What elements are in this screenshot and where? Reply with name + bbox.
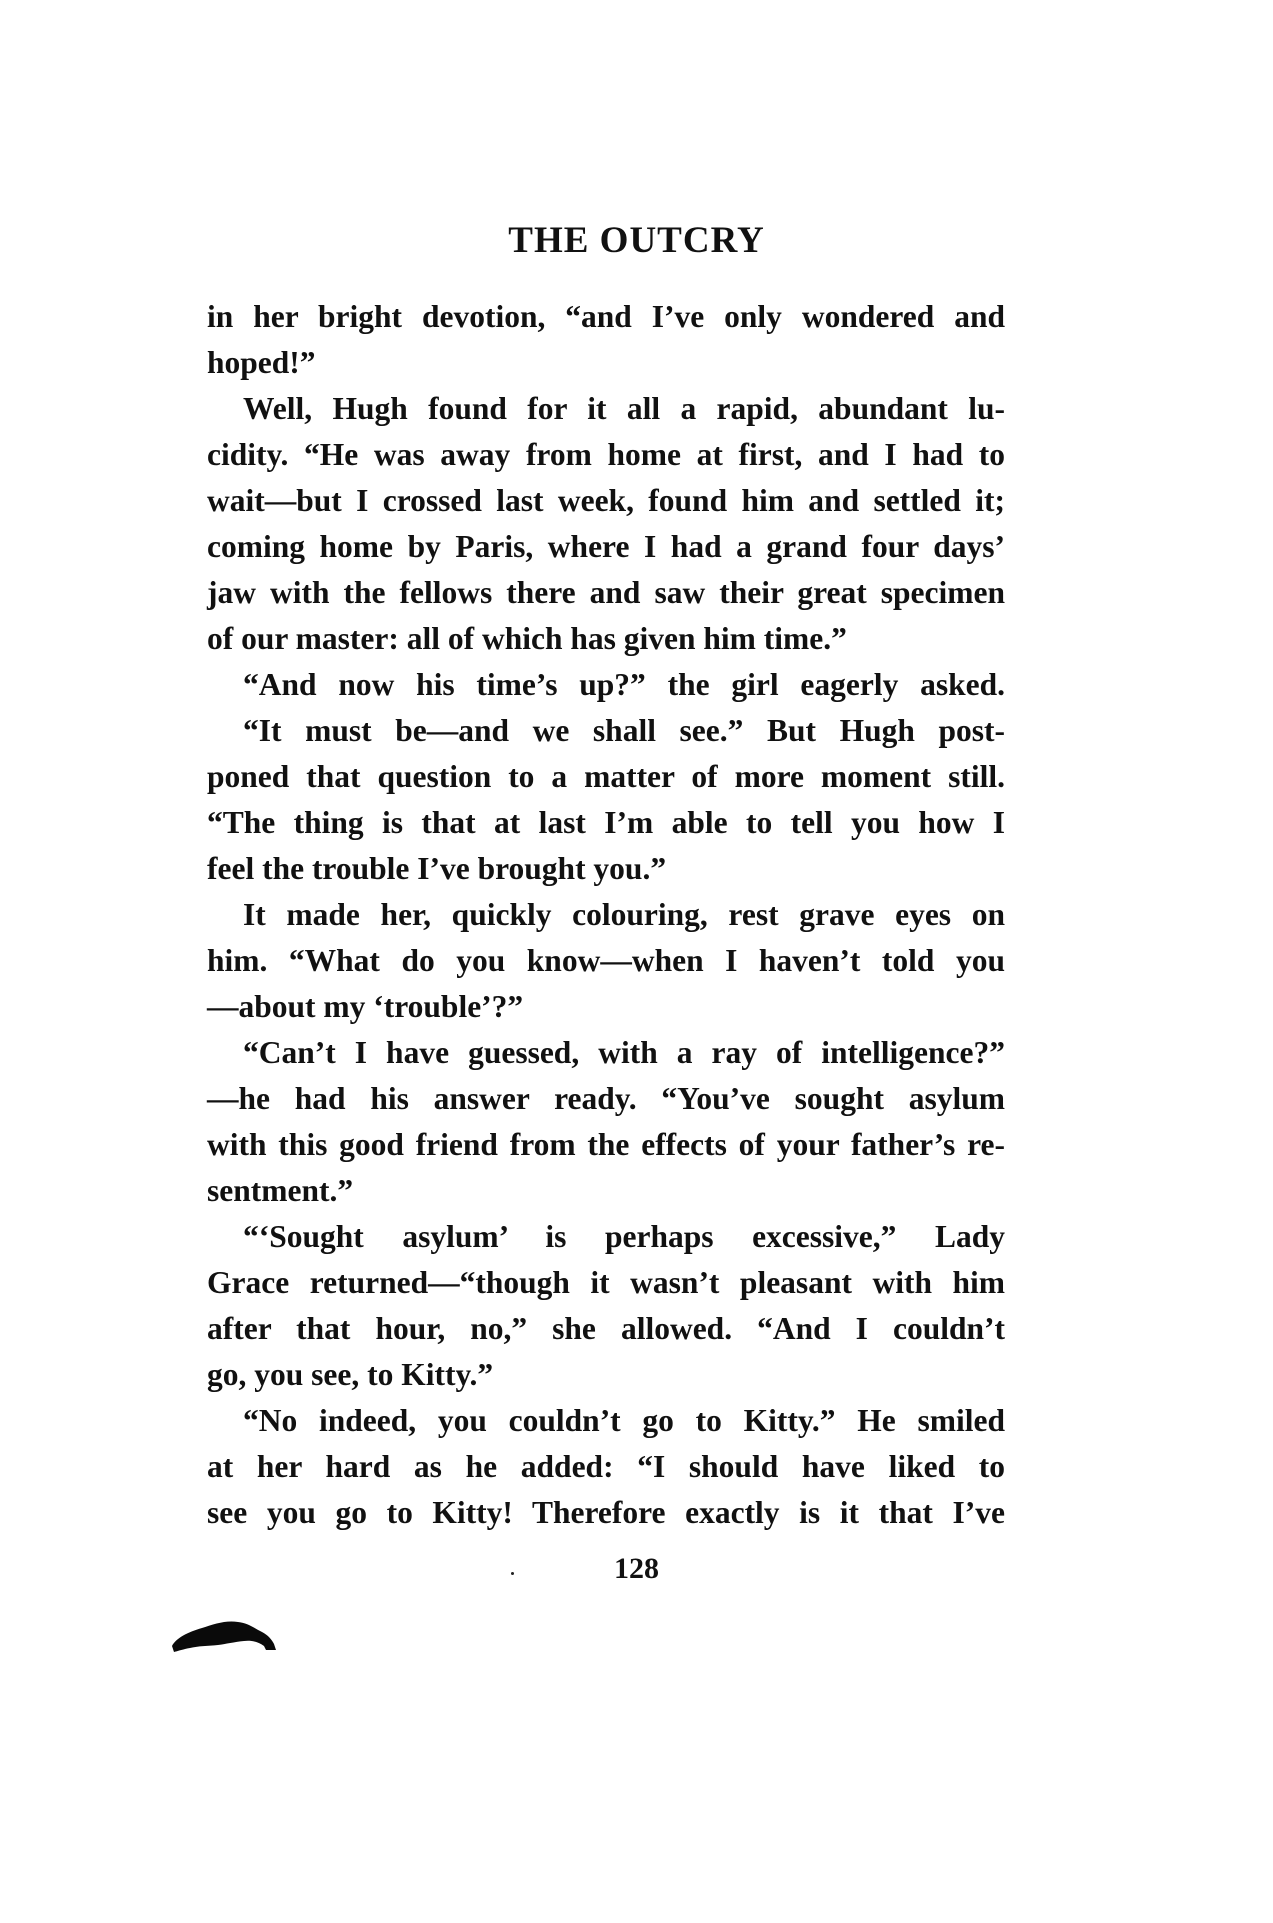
text-line: Well, Hugh found for it all a rapid, abundant lu-: [243, 391, 1005, 426]
page-number: 128: [614, 1552, 659, 1585]
body-text: [207, 294, 1005, 1536]
text-line: go, you see, to Kitty.”: [207, 1357, 494, 1392]
text-line: see you go to Kitty! Therefore exactly is it that I’ve: [207, 1495, 1005, 1530]
text-line: of our master: all of which has given him time.”: [207, 621, 847, 656]
text-line: him. “What do you know—when I haven’t told you: [207, 943, 1005, 978]
text-line: with this good friend from the effects of your father’s re-: [207, 1127, 1005, 1162]
text-line: —about my ‘trouble’?”: [207, 989, 524, 1024]
text-line: hoped!”: [207, 345, 316, 380]
text-line: “It must be—and we shall see.” But Hugh post-: [243, 713, 1005, 748]
running-head-title: THE OUTCRY: [508, 220, 765, 261]
text-line: “Can’t I have guessed, with a ray of intelligence?”: [243, 1035, 1005, 1070]
text-line: feel the trouble I’ve brought you.”: [207, 851, 667, 886]
text-line: poned that question to a matter of more moment still.: [207, 759, 1005, 794]
text-line: “The thing is that at last I’m able to tell you how I: [207, 805, 1005, 840]
text-line: in her bright devotion, “and I’ve only wondered and: [207, 299, 1005, 334]
text-line: “And now his time’s up?” the girl eagerly asked.: [243, 667, 1005, 702]
text-line: wait—but I crossed last week, found him and settled it;: [207, 483, 1005, 518]
text-line: coming home by Paris, where I had a grand four days’: [207, 529, 1005, 564]
text-line: —he had his answer ready. “You’ve sought asylum: [207, 1081, 1005, 1116]
text-line: jaw with the fellows there and saw their great specimen: [207, 575, 1005, 610]
text-line: cidity. “He was away from home at first, and I had to: [207, 437, 1005, 472]
text-line: sentment.”: [207, 1173, 354, 1208]
text-line: “‘Sought asylum’ is perhaps excessive,” Lady: [243, 1219, 1005, 1254]
text-line: “No indeed, you couldn’t go to Kitty.” He smiled: [243, 1403, 1005, 1438]
text-line: after that hour, no,” she allowed. “And I couldn’t: [207, 1311, 1005, 1346]
text-line: Grace returned—“though it wasn’t pleasant with him: [207, 1265, 1005, 1300]
text-line: It made her, quickly colouring, rest grave eyes on: [243, 897, 1005, 932]
ink-blot-mark: [168, 1610, 288, 1660]
text-line: at her hard as he added: “I should have liked to: [207, 1449, 1005, 1484]
